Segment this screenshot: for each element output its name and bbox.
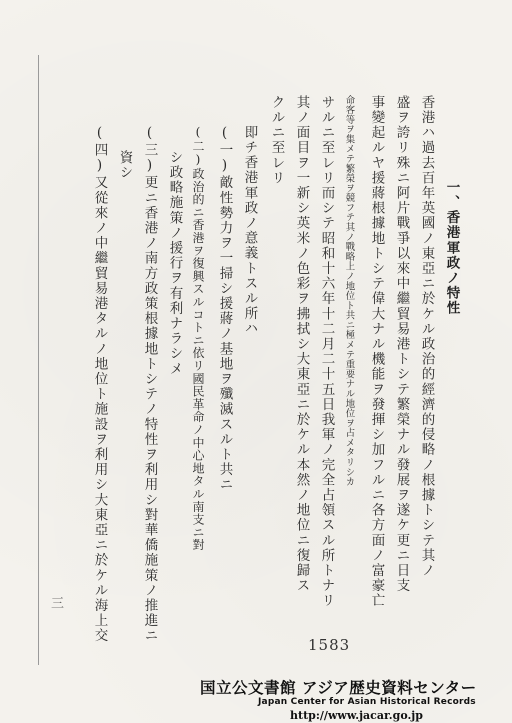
archive-name-en: Japan Center for Asian Historical Records: [258, 697, 476, 707]
text-column-5: サルニ至レリ而シテ昭和十六年十二月二十五日我軍ノ完全占領スル所トナリ: [318, 95, 335, 609]
text-column-4: 命客等ヲ集メテ繁榮ヲ競フテ其ノ戰略上ノ地位ト共ニ極メテ重要ナル地位ヲ占メタリシカ: [343, 95, 355, 487]
margin-rule: [38, 55, 39, 665]
text-column-7: クルニ至レリ: [268, 95, 285, 186]
list-item-3-continued: 資シ: [116, 150, 133, 181]
list-item-1: (一)敵性勢力ヲ一掃シ援蔣ノ基地ヲ殲滅スルト共ニ: [216, 125, 233, 493]
text-column-2: 盛ヲ誇リ殊ニ阿片戰爭以來中繼貿易港トシテ繁榮ナル發展ヲ遂ケ更ニ日支: [393, 95, 410, 594]
text-column-3: 事變起ルヤ援蔣根據地トシテ偉大ナル機能ヲ發揮シ加フルニ各方面ノ富豪亡: [368, 95, 385, 609]
archive-name-ja: 国立公文書館 アジア歴史資料センター: [200, 679, 477, 697]
text-column-6: 其ノ面目ヲ一新シ英米ノ色彩ヲ拂拭シ大東亞ニ於ケル本然ノ地位ニ復歸ス: [293, 95, 310, 594]
page-number: 1583: [308, 636, 351, 654]
list-item-2-continued: シ政略施策ノ援行ヲ有利ナラシメ: [166, 150, 183, 377]
archive-url: http://www.jacar.go.jp: [290, 709, 423, 722]
list-item-2: (二)政治的ニ香港ヲ復興スルコトニ依リ國民革命ノ中心地タル南支ニ對: [191, 125, 205, 552]
text-column-1: 香港ハ過去百年英國ノ東亞ニ於ケル政治的經濟的侵略ノ根據トシテ其ノ: [418, 95, 435, 579]
side-mark: 三: [48, 596, 63, 609]
section-heading: 一、香港軍政ノ特性: [443, 180, 460, 316]
list-item-4: (四)又從來ノ中繼貿易港タルノ地位ト施設ヲ利用シ大東亞ニ於ケル海上交: [91, 125, 108, 644]
list-item-3: (三)更ニ香港ノ南方政策根據地トシテノ特性ヲ利用シ對華僑施策ノ推進ニ: [141, 125, 158, 644]
text-column-8: 即チ香港軍政ノ意義トスル所ハ: [241, 125, 258, 337]
